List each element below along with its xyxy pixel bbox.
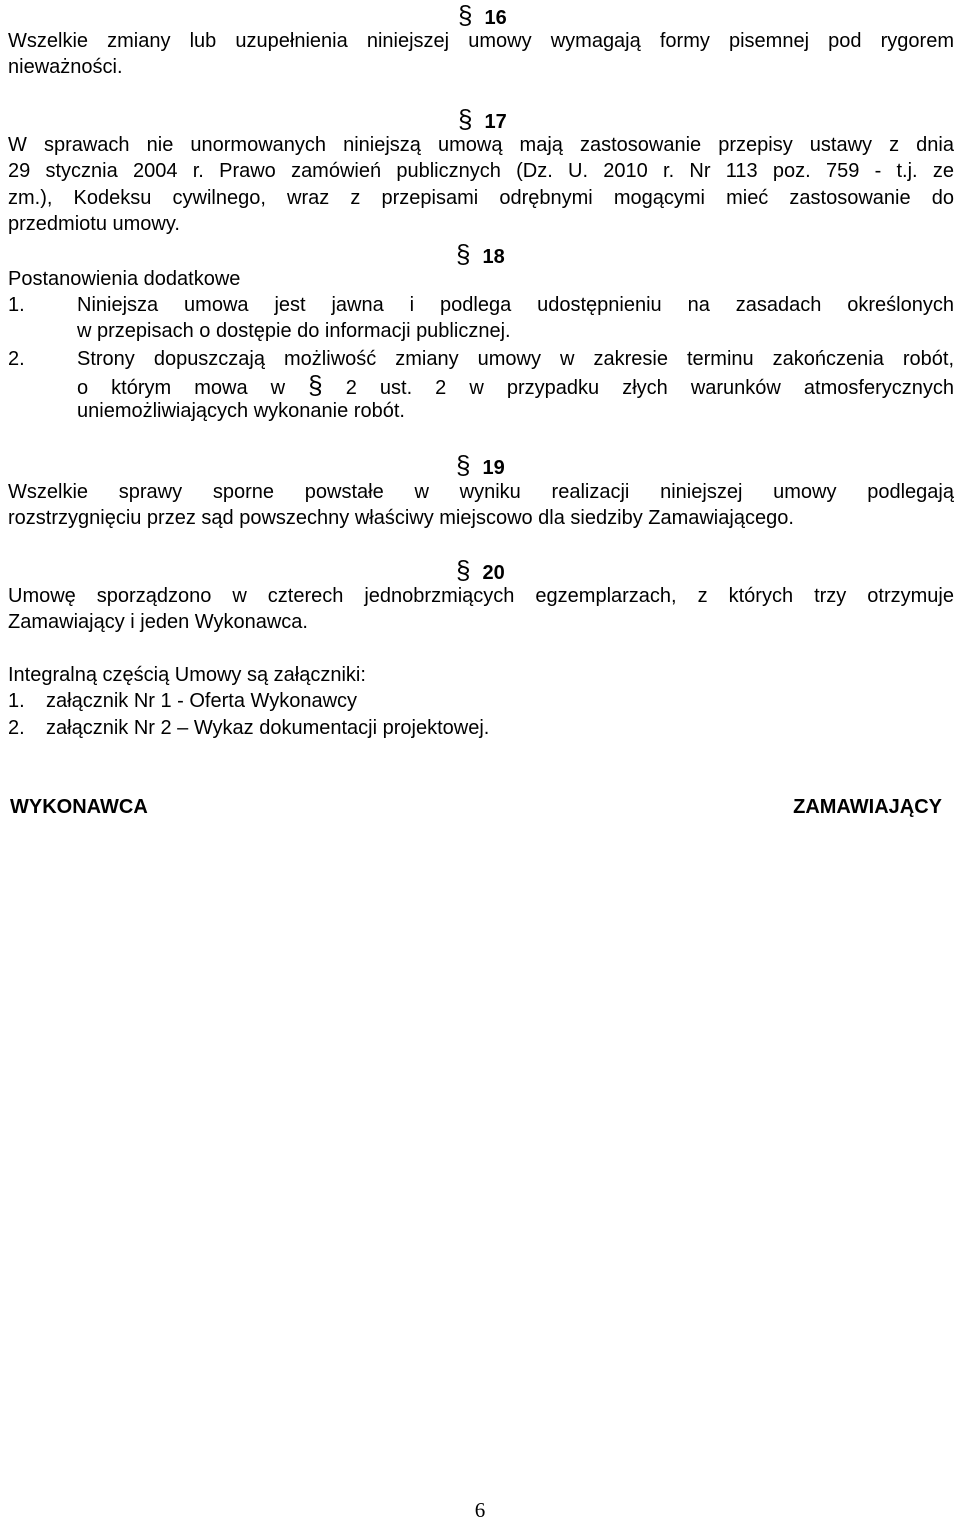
list-number: 1.: [8, 294, 25, 316]
section-sign: §: [458, 104, 473, 134]
section-18-item-2-line: [77, 372, 954, 401]
text-fragment: o którym mowa w: [77, 377, 286, 399]
section-number: 20: [482, 562, 505, 584]
section-17-text-line: przedmiotu umowy.: [8, 213, 180, 235]
section-18-item-1-line: w przepisach o dostępie do informacji publicznej.: [77, 320, 511, 342]
section-20-text-line: Umowę sporządzono w czterech jednobrzmiących egzemplarzach, z których trzy otrzymuje: [8, 585, 954, 607]
section-18-item-1-line: Niniejsza umowa jest jawna i podlega udostępnieniu na zasadach określonych: [77, 294, 954, 316]
section-18-item-2-line: uniemożliwiających wykonanie robót.: [77, 400, 405, 422]
section-17-text-line: 29 stycznia 2004 r. Prawo zamówień publicznych (Dz. U. 2010 r. Nr 113 poz. 759 - t.j. ze: [8, 160, 954, 182]
contractor-signature-label: WYKONAWCA: [10, 796, 148, 818]
list-number: 2.: [8, 717, 25, 739]
section-sign: §: [456, 239, 471, 269]
page-number: 6: [474, 1498, 486, 1522]
section-sign: §: [458, 0, 473, 30]
section-16-heading: [458, 2, 507, 31]
section-20-text-line: Zamawiający i jeden Wykonawca.: [8, 611, 308, 633]
attachment-item: załącznik Nr 2 – Wykaz dokumentacji projektowej.: [46, 717, 490, 739]
section-number: 16: [484, 7, 507, 29]
section-18-item-2-line: Strony dopuszczają możliwość zmiany umowy w zakresie terminu zakończenia robót,: [77, 348, 954, 370]
section-16-text-line: nieważności.: [8, 56, 123, 78]
section-19-heading: [456, 452, 505, 481]
attachments-title: Integralną częścią Umowy są załączniki:: [8, 664, 366, 686]
list-number: 1.: [8, 690, 25, 712]
attachment-item: załącznik Nr 1 - Oferta Wykonawcy: [46, 690, 358, 712]
section-17-text-line: W sprawach nie unormowanych niniejszą umową mają zastosowanie przepisy ustawy z dnia: [8, 134, 954, 156]
section-number: 17: [484, 111, 507, 133]
section-18-subheading: Postanowienia dodatkowe: [8, 268, 241, 290]
section-sign: §: [308, 370, 323, 400]
section-19-text-line: rozstrzygnięciu przez sąd powszechny właściwy miejscowo dla siedziby Zamawiającego.: [8, 507, 794, 529]
list-number: 2.: [8, 348, 25, 370]
section-19-text-line: Wszelkie sprawy sporne powstałe w wyniku realizacji niniejszej umowy podlegają: [8, 481, 954, 503]
section-number: 18: [482, 246, 505, 268]
text-fragment: 2 ust. 2 w przypadku złych warunków atmosferycznych: [345, 377, 954, 399]
section-17-heading: [458, 106, 507, 135]
section-20-heading: [456, 557, 505, 586]
section-sign: §: [456, 555, 471, 585]
section-17-text-line: zm.), Kodeksu cywilnego, wraz z przepisami odrębnymi mogącymi mieć zastosowanie do: [8, 187, 954, 209]
section-sign: §: [456, 450, 471, 480]
section-16-text-line: Wszelkie zmiany lub uzupełnienia niniejszej umowy wymagają formy pisemnej pod rygorem: [8, 30, 954, 52]
client-signature-label: ZAMAWIAJĄCY: [793, 796, 942, 818]
section-number: 19: [482, 457, 505, 479]
